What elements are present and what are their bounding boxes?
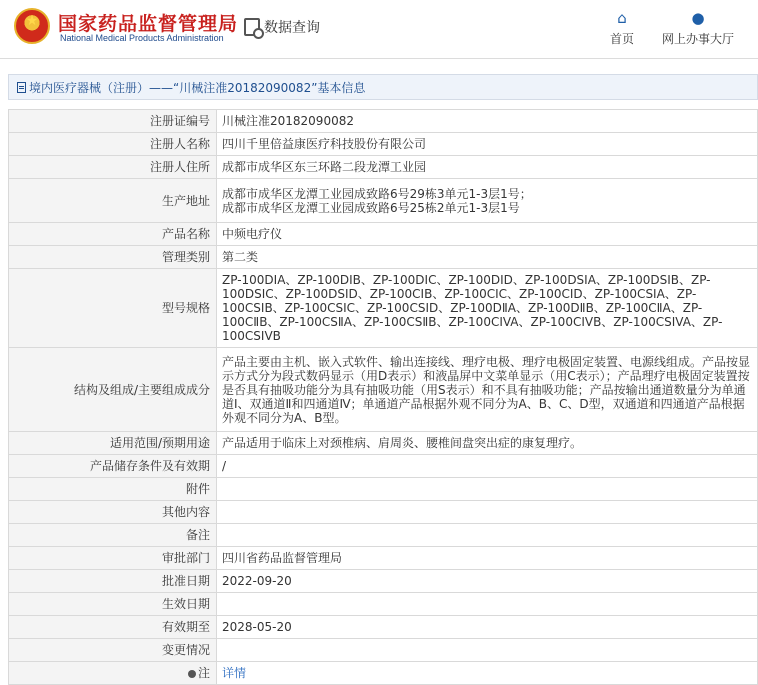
note-value-cell — [217, 662, 758, 685]
field-value — [217, 593, 758, 616]
table-row — [9, 455, 758, 478]
field-value: 2028-05-20 — [217, 616, 758, 639]
table-row — [9, 156, 758, 179]
field-value: 川械注准20182090082 — [217, 110, 758, 133]
user-icon: ● — [691, 9, 705, 27]
site-header — [0, 0, 758, 58]
note-label-cell — [9, 662, 217, 685]
device-info-table — [8, 109, 758, 685]
field-value: 第二类 — [217, 246, 758, 269]
field-label: 审批部门 — [9, 547, 217, 570]
table-row — [9, 570, 758, 593]
field-label: 注册证编号 — [9, 110, 217, 133]
field-label: 其他内容 — [9, 501, 217, 524]
breadcrumb-text: 境内医疗器械（注册）——“川械注准20182090082”基本信息 — [29, 80, 366, 95]
field-label: 附件 — [9, 478, 217, 501]
table-row — [9, 616, 758, 639]
field-label: 备注 — [9, 524, 217, 547]
national-emblem-icon: ★ — [14, 8, 50, 44]
field-value: 2022-09-20 — [217, 570, 758, 593]
field-label: 生产地址 — [9, 179, 217, 223]
data-query-link[interactable] — [244, 16, 320, 38]
field-value: 四川省药品监督管理局 — [217, 547, 758, 570]
field-value: 产品主要由主机、嵌入式软件、输出连接线、理疗电极、理疗电极固定装置、电源线组成。产品按显示方式分为段式数码显示（用D表示）和液晶屏中文菜单显示（用C表示）；产品理疗电极固定装置按是否具有抽吸功能分为具有抽吸功能（用S表示）和不具有抽吸功能；产品按输出通道数量分为单通道Ⅰ、双通道Ⅱ和四通道Ⅳ；单通道产品根据外观不同分为A、B、C、D型，双通道和四通道产品根据外观不同分为A、B型。 — [217, 348, 758, 432]
document-icon — [17, 82, 26, 93]
table-row — [9, 524, 758, 547]
field-label: 产品储存条件及有效期 — [9, 455, 217, 478]
data-query-label: 数据查询 — [264, 20, 320, 36]
table-row — [9, 593, 758, 616]
details-link[interactable]: 详情 — [222, 666, 247, 680]
field-value — [217, 524, 758, 547]
pin-icon — [188, 670, 196, 678]
breadcrumb — [8, 74, 758, 100]
search-document-icon — [244, 18, 260, 36]
field-value — [217, 478, 758, 501]
table-row — [9, 110, 758, 133]
field-label: 注册人住所 — [9, 156, 217, 179]
table-row — [9, 348, 758, 432]
field-label: 生效日期 — [9, 593, 217, 616]
table-row — [9, 269, 758, 348]
field-label: 批准日期 — [9, 570, 217, 593]
field-value: 产品适用于临床上对颈椎病、肩周炎、腰椎间盘突出症的康复理疗。 — [217, 432, 758, 455]
field-value: / — [217, 455, 758, 478]
table-row — [9, 246, 758, 269]
field-label: 注册人名称 — [9, 133, 217, 156]
table-row — [9, 478, 758, 501]
field-value — [217, 639, 758, 662]
field-label: 变更情况 — [9, 639, 217, 662]
site-subtitle: National Medical Products Administration — [60, 33, 224, 43]
field-value: 四川千里倍益康医疗科技股份有限公司 — [217, 133, 758, 156]
nav-online-service[interactable] — [660, 10, 736, 47]
nav-home[interactable] — [604, 10, 640, 47]
field-value: 成都市成华区龙潭工业园成致路6号29栋3单元1-3层1号； 成都市成华区龙潭工业园成致路6号25栋2单元1-3层1号 — [217, 179, 758, 223]
field-value: 成都市成华区东三环路二段龙潭工业园 — [217, 156, 758, 179]
home-icon: ⌂ — [617, 9, 627, 27]
table-row — [9, 432, 758, 455]
field-label: 结构及组成/主要组成成分 — [9, 348, 217, 432]
field-label: 管理类别 — [9, 246, 217, 269]
field-value: ZP-100DⅠA、ZP-100DⅠB、ZP-100DⅠC、ZP-100DⅠD、ZP-100DSⅠA、ZP-100DSⅠB、ZP-100DSⅠC、ZP-100DSⅠD、ZP-100CⅠB、ZP-100CⅠC、ZP-100CⅠD、ZP-100CSⅠA、ZP-100CSⅠB、ZP-100CSⅠC、ZP-100CSⅠD、ZP-100DⅡA、ZP-100DⅡB、ZP-100CⅡA、ZP-100CⅡB、ZP-100CSⅡA、ZP-100CSⅡB、ZP-100CIVA、ZP-100CIVB、ZP-100CSIVA、ZP-100CSIVB — [217, 269, 758, 348]
field-label: 有效期至 — [9, 616, 217, 639]
field-value — [217, 501, 758, 524]
table-row — [9, 133, 758, 156]
header-divider — [0, 58, 758, 59]
field-label: 适用范围/预期用途 — [9, 432, 217, 455]
table-row — [9, 547, 758, 570]
field-label: 型号规格 — [9, 269, 217, 348]
nav-online-service-label: 网上办事大厅 — [661, 32, 734, 46]
field-value: 中频电疗仪 — [217, 223, 758, 246]
table-row — [9, 223, 758, 246]
table-row — [9, 639, 758, 662]
table-row — [9, 662, 758, 685]
table-row — [9, 501, 758, 524]
nav-home-label: 首页 — [609, 32, 634, 46]
field-label: 产品名称 — [9, 223, 217, 246]
site-title[interactable]: 国家药品监督管理局 — [58, 13, 239, 35]
note-label: 注 — [197, 666, 210, 680]
table-row — [9, 179, 758, 223]
